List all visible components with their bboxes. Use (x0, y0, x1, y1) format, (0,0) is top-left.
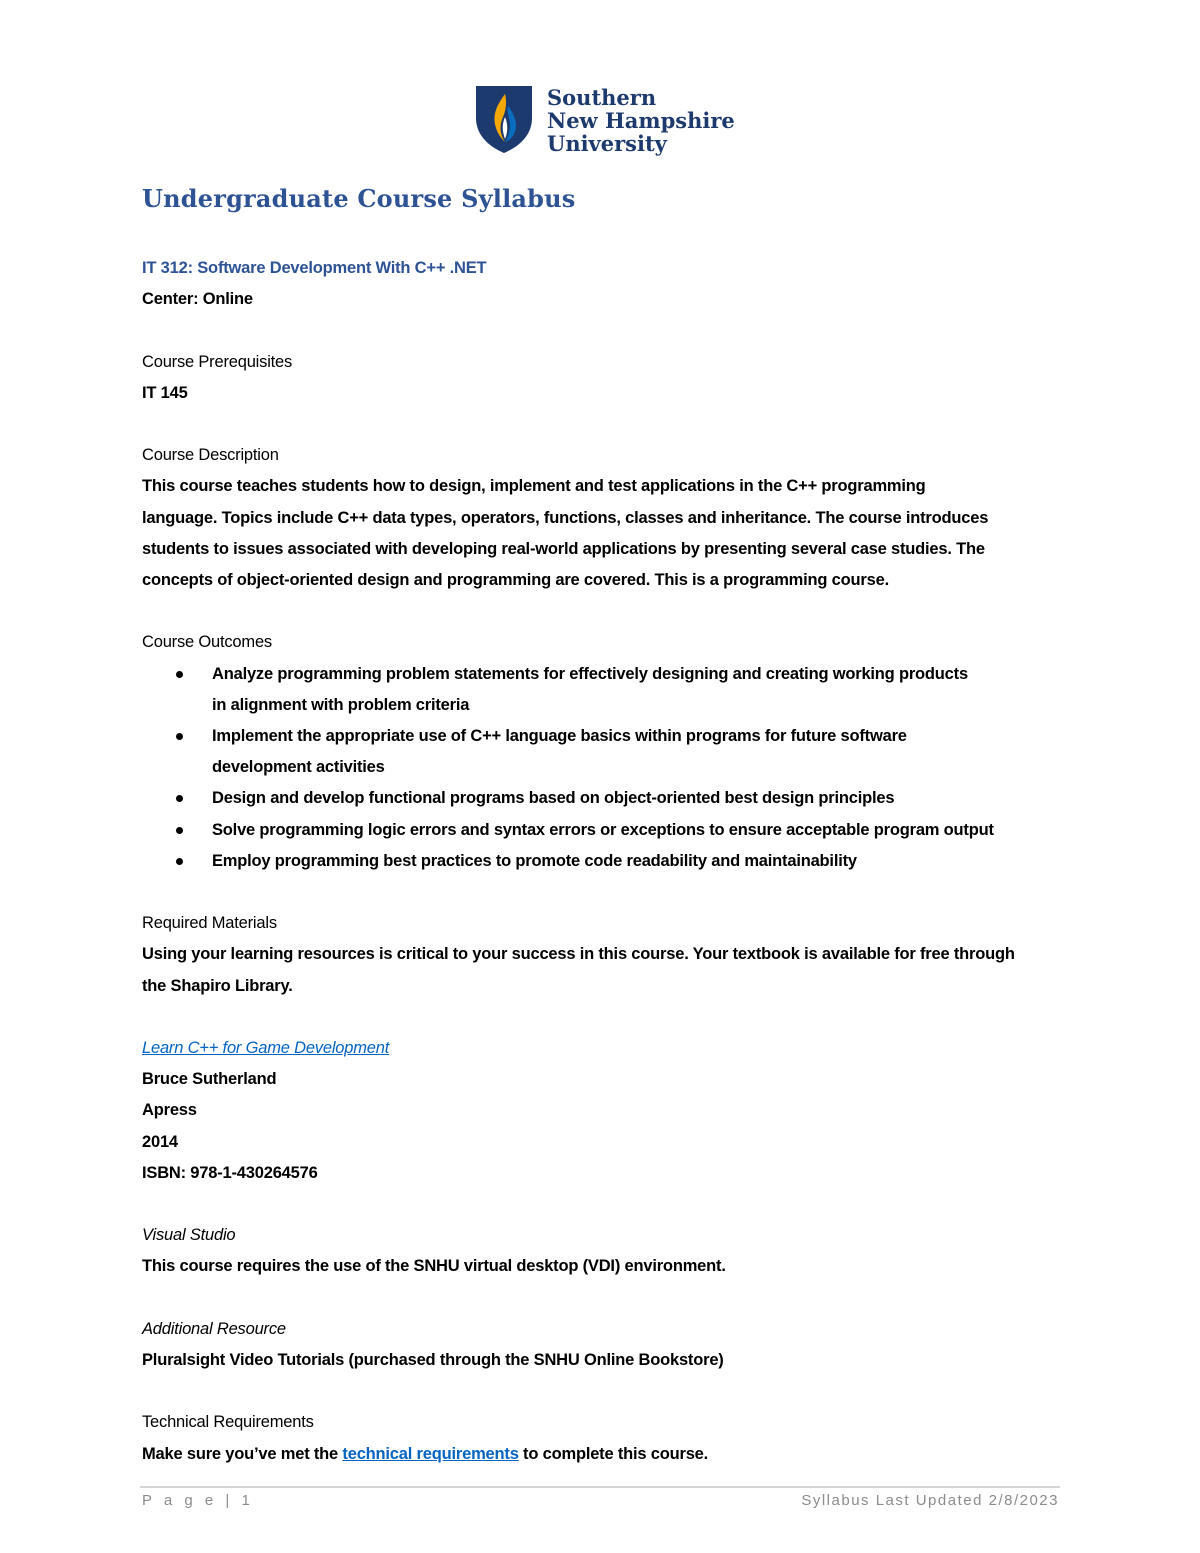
outcome-text: Employ programming best practices to promote code readability and maintainability (212, 851, 857, 870)
footer-last-updated: Syllabus Last Updated 2/8/2023 (801, 1492, 1059, 1509)
description-heading: Course Description (142, 446, 279, 465)
footer-page-number: P a g e | 1 (142, 1492, 254, 1509)
bullet-icon (176, 671, 183, 678)
course-code-title: IT 312: Software Development With C++ .NET (142, 259, 487, 277)
textbook-isbn: ISBN: 978-1-430264576 (142, 1163, 318, 1182)
bullet-icon (176, 733, 183, 740)
materials-intro: the Shapiro Library. (142, 976, 293, 995)
prerequisites-value: IT 145 (142, 383, 188, 402)
course-center: Center: Online (142, 290, 253, 309)
outcome-text: development activities (212, 758, 385, 777)
visual-studio-text: This course requires the use of the SNHU virtual desktop (VDI) environment. (142, 1257, 726, 1276)
description-line: This course teaches students how to design, implement and test applications in the C++ programming (142, 477, 926, 496)
outcome-item (212, 846, 1052, 877)
logo-line-1: Southern (547, 85, 657, 110)
snhu-logo (474, 84, 734, 156)
materials-intro: Using your learning resources is critical to your success in this course. Your textbook is available for free through (142, 945, 1015, 964)
technical-requirements-link[interactable]: technical requirements (342, 1444, 519, 1463)
outcomes-heading: Course Outcomes (142, 633, 272, 652)
textbook-author: Bruce Sutherland (142, 1070, 277, 1089)
materials-heading: Required Materials (142, 914, 277, 933)
outcome-text: Analyze programming problem statements for effectively designing and creating working products (212, 664, 968, 683)
technical-heading: Technical Requirements (142, 1413, 314, 1432)
shield-flame-icon (474, 84, 534, 154)
outcome-item (212, 659, 1052, 721)
description-line: students to issues associated with developing real-world applications by presenting several case studies. The (142, 539, 985, 558)
visual-studio-heading: Visual Studio (142, 1226, 236, 1245)
technical-text (142, 1439, 1052, 1470)
textbook-publisher: Apress (142, 1101, 197, 1120)
outcome-text: Design and develop functional programs based on object-oriented best design principles (212, 789, 895, 808)
outcome-item (212, 815, 1052, 846)
outcome-text: Solve programming logic errors and syntax errors or exceptions to ensure acceptable program output (212, 820, 994, 839)
logo-wordmark (547, 86, 735, 155)
bullet-icon (176, 858, 183, 865)
footer-divider (140, 1486, 1060, 1488)
description-line: language. Topics include C++ data types, operators, functions, classes and inheritance. The course introduces (142, 508, 989, 527)
bullet-icon (176, 795, 183, 802)
logo-line-3: University (547, 131, 667, 156)
page-title: Undergraduate Course Syllabus (142, 184, 576, 213)
prerequisites-heading: Course Prerequisites (142, 352, 293, 371)
outcome-text: in alignment with problem criteria (212, 695, 470, 714)
logo-line-2: New Hampshire (547, 108, 735, 133)
outcome-text: Implement the appropriate use of C++ language basics within programs for future software (212, 727, 907, 745)
technical-text-after: to complete this course. (518, 1444, 709, 1463)
textbook-link[interactable]: Learn C++ for Game Development (142, 1039, 390, 1057)
description-line: concepts of object-oriented design and programming are covered. This is a programming course. (142, 571, 889, 589)
textbook-year: 2014 (142, 1132, 178, 1151)
bullet-icon (176, 827, 183, 834)
additional-resource-heading: Additional Resource (142, 1319, 286, 1338)
syllabus-body (142, 253, 1052, 1470)
outcome-item (212, 783, 1052, 814)
additional-resource-text: Pluralsight Video Tutorials (purchased through the SNHU Online Bookstore) (142, 1351, 724, 1369)
outcome-item (212, 721, 1052, 783)
technical-text-before: Make sure you’ve met the (142, 1444, 343, 1463)
outcomes-list (142, 659, 1052, 877)
